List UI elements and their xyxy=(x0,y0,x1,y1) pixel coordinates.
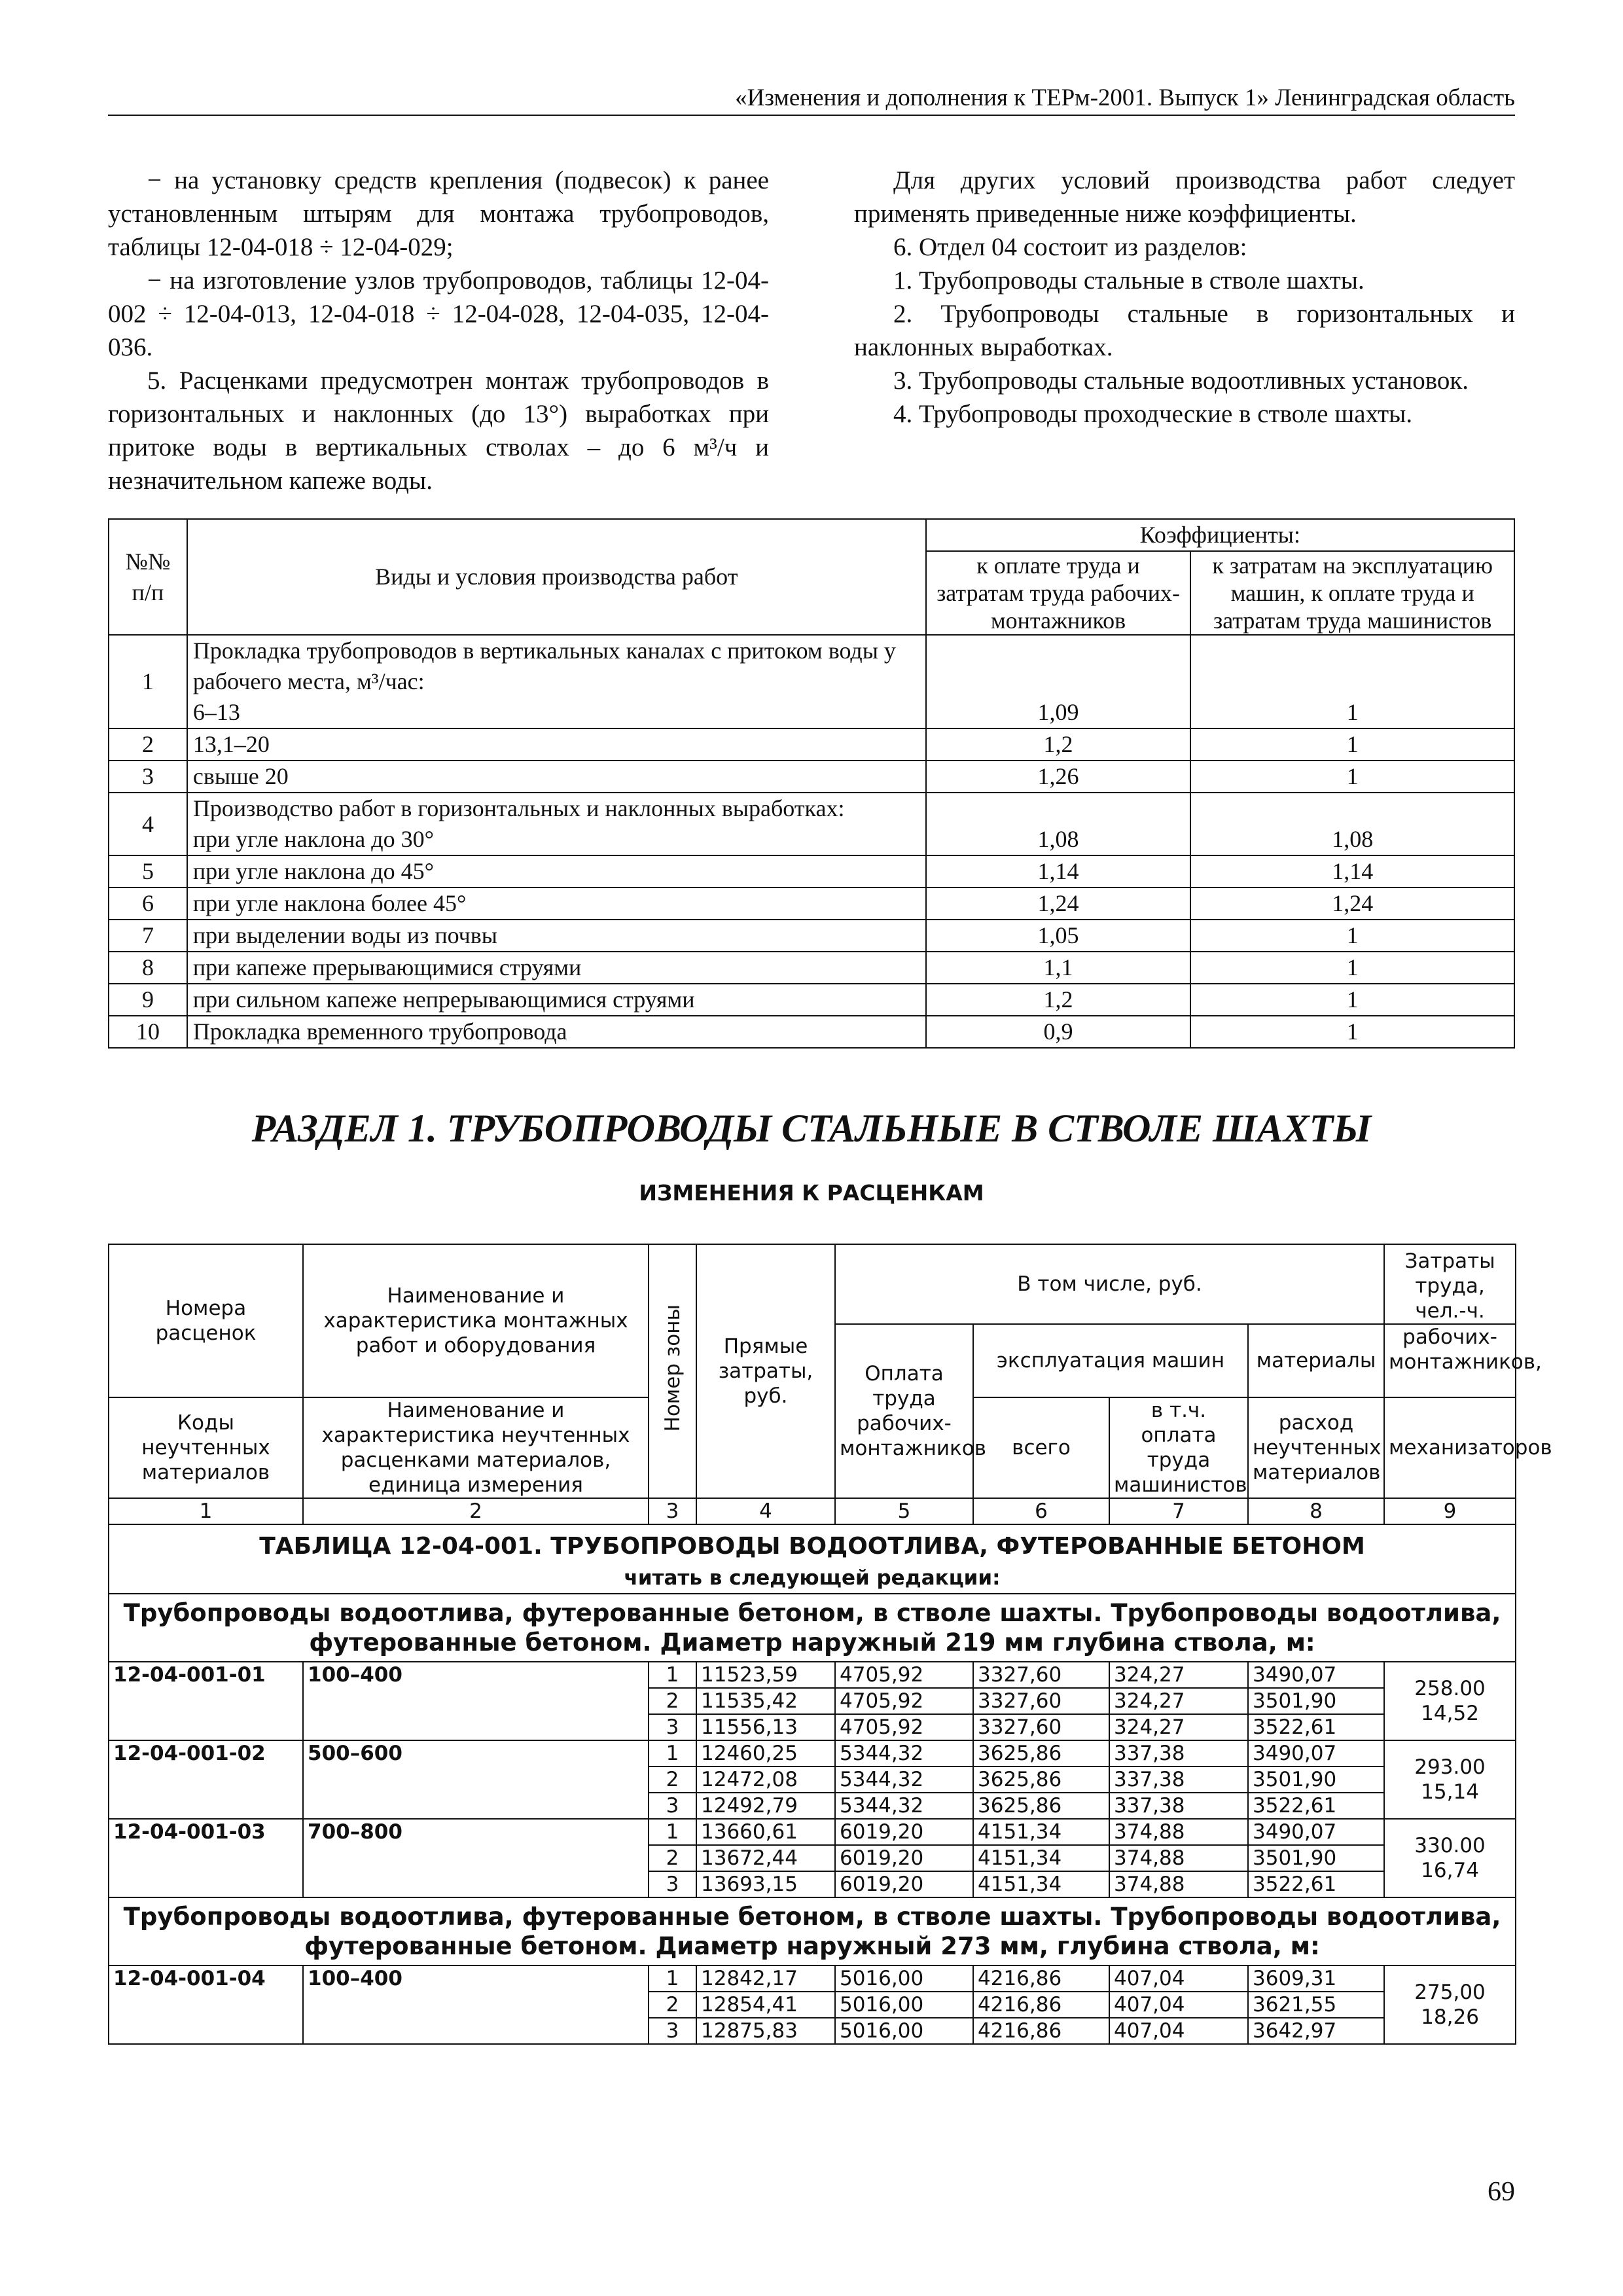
coef-labor-value: 1,14 xyxy=(926,855,1191,888)
header-work-name: Наименование и характеристика монтажных работ и оборудования xyxy=(303,1244,649,1397)
rate-depth: 700–800 xyxy=(303,1819,649,1897)
coef-header-num: №№ п/п xyxy=(109,519,187,635)
paragraph: 6. Отдел 04 состоит из разделов: xyxy=(893,233,1247,261)
paragraph: 1. Трубопроводы стальные в стволе шахты. xyxy=(893,266,1364,295)
zone-number: 3 xyxy=(649,1871,696,1897)
coef-labor-value: 1,05 xyxy=(926,920,1191,952)
labor-workers: 293.00 xyxy=(1414,1755,1486,1779)
machinist-pay: 324,27 xyxy=(1109,1662,1248,1688)
coef-row-text xyxy=(187,793,926,855)
coef-header-labor: к оплате труда и затратам труда рабочих-монтажников xyxy=(926,551,1191,635)
direct-costs: 13672,44 xyxy=(696,1845,835,1871)
page-header: «Изменения и дополнения к ТЕРм-2001. Выпуск 1» Ленинградская область xyxy=(735,84,1515,111)
worker-pay: 5016,00 xyxy=(835,2018,973,2044)
group-title: Трубопроводы водоотлива, футерованные бетоном, в стволе шахты. Трубопроводы водоотлива, футерованные бетоном. Диаметр наружный 273 мм, глубина ствола, м: xyxy=(109,1897,1516,1965)
column-number: 2 xyxy=(303,1498,649,1524)
coef-row-text xyxy=(187,728,926,761)
page-number: 69 xyxy=(1488,2177,1515,2207)
worker-pay: 6019,20 xyxy=(835,1871,973,1897)
coef-labor-value: 1,1 xyxy=(926,952,1191,984)
direct-costs: 12460,25 xyxy=(696,1740,835,1767)
coef-labor-value: 1,2 xyxy=(926,984,1191,1016)
rates-table xyxy=(108,1244,1552,2045)
worker-pay: 6019,20 xyxy=(835,1819,973,1845)
rate-code: 12-04-001-03 xyxy=(109,1819,303,1897)
coef-row-condition: при сильном капеже непрерывающимися струями xyxy=(192,986,695,1013)
coef-header-coefs: Коэффициенты: xyxy=(926,519,1514,551)
coef-header-machines: к затратам на эксплуатацию машин, к оплате труда и затратам труда машинистов xyxy=(1190,551,1514,635)
labor-costs xyxy=(1384,1965,1516,2044)
coef-labor-value: 1,2 xyxy=(926,728,1191,761)
rate-depth: 100–400 xyxy=(303,1965,649,2044)
left-text-column xyxy=(108,164,769,497)
coef-row xyxy=(109,761,1514,793)
header-workers: рабочих-монтажников, xyxy=(1384,1324,1516,1397)
rate-code: 12-04-001-02 xyxy=(109,1740,303,1819)
coef-row-number: 7 xyxy=(109,920,187,952)
coef-row-number: 10 xyxy=(109,1016,187,1048)
coef-machines-value: 1 xyxy=(1190,635,1514,728)
worker-pay: 5016,00 xyxy=(835,1965,973,1992)
labor-mechanics: 14,52 xyxy=(1421,1702,1479,1725)
zone-number: 3 xyxy=(649,2018,696,2044)
coef-row-condition: при угле наклона более 45° xyxy=(192,890,467,916)
worker-pay: 5344,32 xyxy=(835,1740,973,1767)
machine-costs: 3327,60 xyxy=(973,1688,1109,1714)
header-machinist-pay: в т.ч. оплата труда машинистов xyxy=(1109,1397,1248,1498)
paragraph: − на изготовление узлов трубопроводов, таблицы 12-04-002 ÷ 12-04-013, 12-04-018 ÷ 12-04-028, 12-04-035, 12-04-036. xyxy=(108,266,769,361)
paragraph: 3. Трубопроводы стальные водоотливных установок. xyxy=(893,367,1469,395)
table-row xyxy=(109,1819,1516,1845)
machinist-pay: 337,38 xyxy=(1109,1793,1248,1819)
coef-machines-value: 1 xyxy=(1190,984,1514,1016)
coef-row-condition: свыше 20 xyxy=(192,763,289,789)
coef-row xyxy=(109,920,1514,952)
machinist-pay: 337,38 xyxy=(1109,1740,1248,1767)
materials-cost: 3490,07 xyxy=(1248,1662,1384,1688)
machine-costs: 4151,34 xyxy=(973,1845,1109,1871)
coef-machines-value: 1,14 xyxy=(1190,855,1514,888)
zone-number: 3 xyxy=(649,1793,696,1819)
coef-row-number: 3 xyxy=(109,761,187,793)
machinist-pay: 407,04 xyxy=(1109,1965,1248,1992)
coef-labor-value: 1,24 xyxy=(926,888,1191,920)
direct-costs: 11535,42 xyxy=(696,1688,835,1714)
zone-number: 1 xyxy=(649,1662,696,1688)
direct-costs: 11556,13 xyxy=(696,1714,835,1740)
materials-cost: 3522,61 xyxy=(1248,1714,1384,1740)
table-note: читать в следующей редакции: xyxy=(624,1566,1001,1590)
zone-number: 2 xyxy=(649,1688,696,1714)
header-material-codes: Коды неучтенных материалов xyxy=(109,1397,303,1498)
column-numbers-row xyxy=(109,1498,1516,1524)
materials-cost: 3522,61 xyxy=(1248,1793,1384,1819)
coef-row xyxy=(109,952,1514,984)
coef-row xyxy=(109,855,1514,888)
coef-machines-value: 1 xyxy=(1190,761,1514,793)
paragraph: 2. Трубопроводы стальные в горизонтальных и наклонных выработках. xyxy=(854,300,1515,361)
materials-cost: 3501,90 xyxy=(1248,1688,1384,1714)
coef-row-number: 1 xyxy=(109,635,187,728)
zone-label: Номер зоны xyxy=(660,1304,685,1432)
machine-costs: 4216,86 xyxy=(973,1965,1109,1992)
coef-row-condition: 13,1–20 xyxy=(192,731,270,757)
rate-depth: 100–400 xyxy=(303,1662,649,1740)
machine-costs: 3625,86 xyxy=(973,1767,1109,1793)
coef-machines-value: 1 xyxy=(1190,1016,1514,1048)
machine-costs: 3625,86 xyxy=(973,1740,1109,1767)
coef-row-text xyxy=(187,635,926,728)
header-labor-costs: Затраты труда, чел.-ч. xyxy=(1384,1244,1516,1324)
header-material-usage: расход неучтенных материалов xyxy=(1248,1397,1384,1498)
column-number: 8 xyxy=(1248,1498,1384,1524)
direct-costs: 12842,17 xyxy=(696,1965,835,1992)
coef-row-text xyxy=(187,888,926,920)
column-number: 3 xyxy=(649,1498,696,1524)
group-title-row xyxy=(109,1897,1516,1965)
header-pay: Оплата труда рабочих-монтажников xyxy=(835,1324,973,1498)
coef-machines-value: 1 xyxy=(1190,952,1514,984)
zone-number: 1 xyxy=(649,1819,696,1845)
labor-workers: 275,00 xyxy=(1414,1981,1486,2004)
worker-pay: 6019,20 xyxy=(835,1845,973,1871)
zone-number: 2 xyxy=(649,1767,696,1793)
table-title: ТАБЛИЦА 12-04-001. ТРУБОПРОВОДЫ ВОДООТЛИВА, ФУТЕРОВАННЫЕ БЕТОНОМ xyxy=(259,1533,1365,1560)
coef-row-condition: при угле наклона до 45° xyxy=(192,858,434,884)
direct-costs: 11523,59 xyxy=(696,1662,835,1688)
paragraph: − на установку средств крепления (подвесок) к ранее установленным штырям для монтажа трубопроводов, таблицы 12-04-018 ÷ 12-04-029; xyxy=(108,166,769,261)
direct-costs: 12854,41 xyxy=(696,1992,835,2018)
column-number: 9 xyxy=(1384,1498,1516,1524)
machinist-pay: 374,88 xyxy=(1109,1845,1248,1871)
coef-row-text xyxy=(187,855,926,888)
section-subtitle: ИЗМЕНЕНИЯ К РАСЦЕНКАМ xyxy=(639,1180,984,1206)
coef-row-heading: Производство работ в горизонтальных и наклонных выработках: xyxy=(192,795,845,821)
coef-row xyxy=(109,984,1514,1016)
materials-cost: 3490,07 xyxy=(1248,1740,1384,1767)
materials-cost: 3609,31 xyxy=(1248,1965,1384,1992)
labor-costs xyxy=(1384,1740,1516,1819)
table-row xyxy=(109,1740,1516,1767)
direct-costs: 12492,79 xyxy=(696,1793,835,1819)
rate-depth: 500–600 xyxy=(303,1740,649,1819)
coef-row-text xyxy=(187,920,926,952)
coef-row-condition: при угле наклона до 30° xyxy=(192,826,434,852)
labor-workers: 330.00 xyxy=(1414,1834,1486,1857)
materials-cost: 3621,55 xyxy=(1248,1992,1384,2018)
column-number: 1 xyxy=(109,1498,303,1524)
coef-row xyxy=(109,1016,1514,1048)
coef-row-number: 6 xyxy=(109,888,187,920)
materials-cost: 3642,97 xyxy=(1248,2018,1384,2044)
table-title-row xyxy=(109,1524,1516,1594)
coef-row-text xyxy=(187,952,926,984)
header-material-name: Наименование и характеристика неучтенных расценками материалов, единица измерения xyxy=(303,1397,649,1498)
section-title: РАЗДЕЛ 1. ТРУБОПРОВОДЫ СТАЛЬНЫЕ В СТВОЛЕ ШАХТЫ xyxy=(251,1107,1372,1150)
coef-row-condition: 6–13 xyxy=(192,699,240,725)
direct-costs: 12472,08 xyxy=(696,1767,835,1793)
labor-costs xyxy=(1384,1819,1516,1897)
column-number: 6 xyxy=(973,1498,1109,1524)
table-row xyxy=(109,1965,1516,1992)
coef-row xyxy=(109,728,1514,761)
coef-row-number: 9 xyxy=(109,984,187,1016)
worker-pay: 5016,00 xyxy=(835,1992,973,2018)
column-number: 4 xyxy=(696,1498,835,1524)
group-title: Трубопроводы водоотлива, футерованные бетоном, в стволе шахты. Трубопроводы водоотлива, футерованные бетоном. Диаметр наружный 219 мм глубина ствола, м: xyxy=(109,1594,1516,1662)
group-title-row xyxy=(109,1594,1516,1662)
worker-pay: 4705,92 xyxy=(835,1662,973,1688)
header-zone xyxy=(649,1244,696,1498)
paragraph: Для других условий производства работ следует применять приведенные ниже коэффициенты. xyxy=(854,166,1515,228)
coef-table-body xyxy=(109,635,1514,1048)
coef-row-number: 4 xyxy=(109,793,187,855)
coef-row-text xyxy=(187,1016,926,1048)
coef-row xyxy=(109,793,1514,855)
header-machines: эксплуатация машин xyxy=(973,1324,1248,1397)
machine-costs: 4151,34 xyxy=(973,1819,1109,1845)
machinist-pay: 324,27 xyxy=(1109,1688,1248,1714)
header-including: В том числе, руб. xyxy=(835,1244,1384,1324)
table-row xyxy=(109,1662,1516,1688)
coef-row xyxy=(109,635,1514,728)
materials-cost: 3490,07 xyxy=(1248,1819,1384,1845)
zone-number: 2 xyxy=(649,1992,696,2018)
rate-code: 12-04-001-01 xyxy=(109,1662,303,1740)
header-machines-total: всего xyxy=(973,1397,1109,1498)
coefficients-table xyxy=(108,518,1515,1049)
machine-costs: 4151,34 xyxy=(973,1871,1109,1897)
machinist-pay: 374,88 xyxy=(1109,1871,1248,1897)
header-materials: материалы xyxy=(1248,1324,1384,1397)
header-mechanics: механизаторов xyxy=(1384,1397,1516,1498)
column-number: 5 xyxy=(835,1498,973,1524)
materials-cost: 3501,90 xyxy=(1248,1767,1384,1793)
coef-row-text xyxy=(187,984,926,1016)
worker-pay: 4705,92 xyxy=(835,1688,973,1714)
machine-costs: 3327,60 xyxy=(973,1714,1109,1740)
paragraph: 4. Трубопроводы проходческие в стволе шахты. xyxy=(893,400,1413,428)
worker-pay: 5344,32 xyxy=(835,1767,973,1793)
materials-cost: 3522,61 xyxy=(1248,1871,1384,1897)
zone-number: 3 xyxy=(649,1714,696,1740)
coef-labor-value: 1,26 xyxy=(926,761,1191,793)
labor-mechanics: 16,74 xyxy=(1421,1859,1479,1882)
machinist-pay: 374,88 xyxy=(1109,1819,1248,1845)
zone-number: 1 xyxy=(649,1740,696,1767)
machinist-pay: 324,27 xyxy=(1109,1714,1248,1740)
zone-number: 1 xyxy=(649,1965,696,1992)
coef-row-condition: при капеже прерывающимися струями xyxy=(192,954,582,980)
coef-row xyxy=(109,888,1514,920)
coef-header-kind: Виды и условия производства работ xyxy=(187,519,926,635)
labor-mechanics: 15,14 xyxy=(1421,1780,1479,1804)
coef-machines-value: 1,08 xyxy=(1190,793,1514,855)
rates-table-body xyxy=(109,1594,1516,2044)
machine-costs: 4216,86 xyxy=(973,2018,1109,2044)
direct-costs: 12875,83 xyxy=(696,2018,835,2044)
column-number: 7 xyxy=(1109,1498,1248,1524)
worker-pay: 4705,92 xyxy=(835,1714,973,1740)
labor-costs xyxy=(1384,1662,1516,1740)
coef-machines-value: 1 xyxy=(1190,728,1514,761)
labor-workers: 258.00 xyxy=(1414,1677,1486,1700)
coef-machines-value: 1,24 xyxy=(1190,888,1514,920)
machinist-pay: 407,04 xyxy=(1109,2018,1248,2044)
worker-pay: 5344,32 xyxy=(835,1793,973,1819)
header-divider xyxy=(108,115,1515,116)
header-direct-costs: Прямые затраты, руб. xyxy=(696,1244,835,1498)
materials-cost: 3501,90 xyxy=(1248,1845,1384,1871)
coef-row-number: 5 xyxy=(109,855,187,888)
labor-mechanics: 18,26 xyxy=(1421,2005,1479,2029)
direct-costs: 13693,15 xyxy=(696,1871,835,1897)
right-text-column xyxy=(854,164,1515,431)
coef-labor-value: 1,09 xyxy=(926,635,1191,728)
coef-labor-value: 0,9 xyxy=(926,1016,1191,1048)
coef-row-number: 8 xyxy=(109,952,187,984)
coef-machines-value: 1 xyxy=(1190,920,1514,952)
machine-costs: 4216,86 xyxy=(973,1992,1109,2018)
machine-costs: 3327,60 xyxy=(973,1662,1109,1688)
machine-costs: 3625,86 xyxy=(973,1793,1109,1819)
zone-number: 2 xyxy=(649,1845,696,1871)
coef-row-condition: при выделении воды из почвы xyxy=(192,922,497,948)
header-rate-codes: Номера расценок xyxy=(109,1244,303,1397)
machinist-pay: 337,38 xyxy=(1109,1767,1248,1793)
coef-row-number: 2 xyxy=(109,728,187,761)
coef-labor-value: 1,08 xyxy=(926,793,1191,855)
direct-costs: 13660,61 xyxy=(696,1819,835,1845)
machinist-pay: 407,04 xyxy=(1109,1992,1248,2018)
coef-row-heading: Прокладка трубопроводов в вертикальных каналах с притоком воды у рабочего места, м³/час: xyxy=(192,637,896,694)
rate-code: 12-04-001-04 xyxy=(109,1965,303,2044)
coef-row-condition: Прокладка временного трубопровода xyxy=(192,1018,567,1045)
coef-row-text xyxy=(187,761,926,793)
paragraph: 5. Расценками предусмотрен монтаж трубопроводов в горизонтальных и наклонных (до 13°) выработках при притоке воды в вертикальных стволах – до 6 м³/ч и незначительном капеже воды. xyxy=(108,367,769,495)
